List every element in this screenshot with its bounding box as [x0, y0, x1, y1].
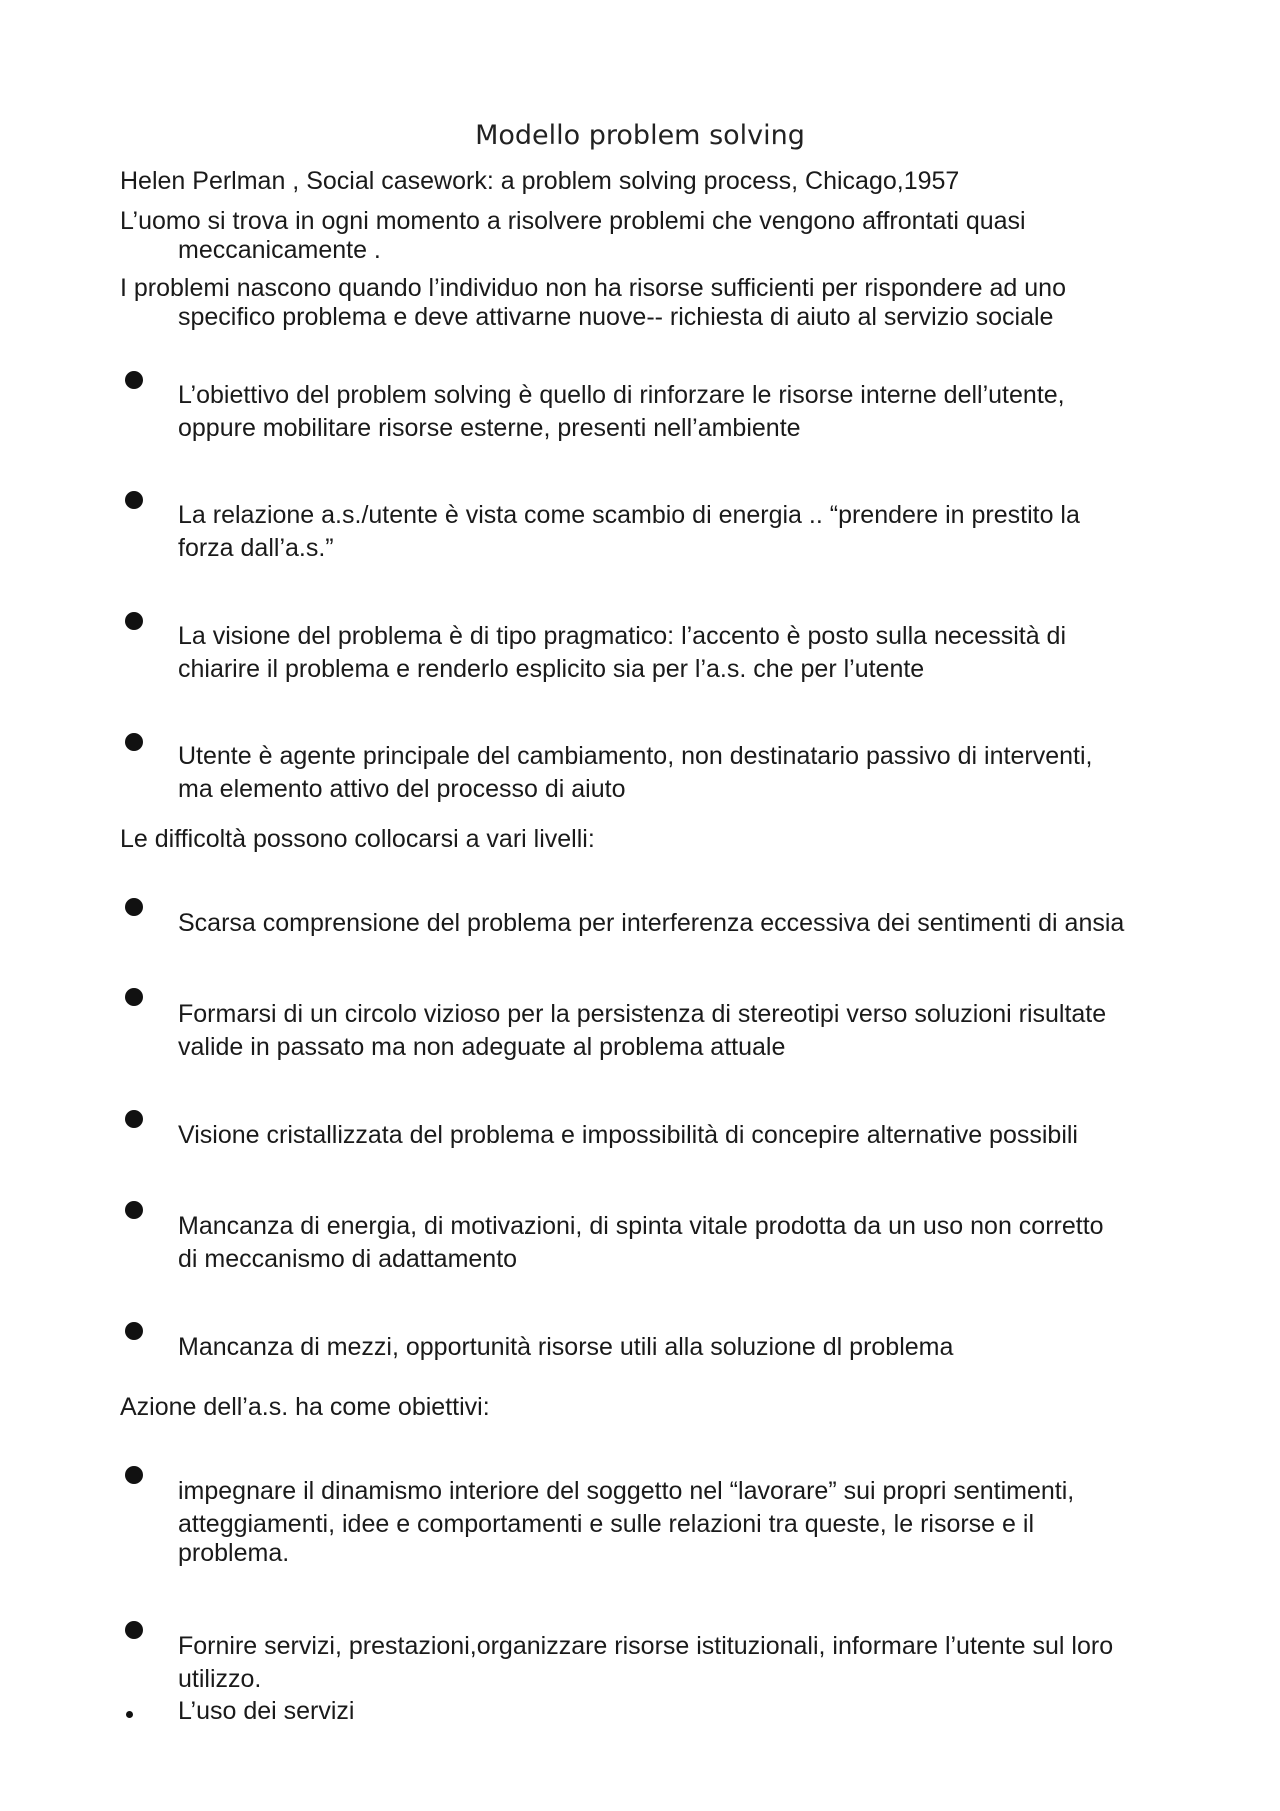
intro-paragraph-2-line2: specifico problema e deve attivarne nuove-- richiesta di aiuto al servizio sociale [178, 303, 1054, 331]
bullet-icon [125, 988, 143, 1006]
citation: Helen Perlman , Social casework: a problem solving process, Chicago,1957 [120, 167, 960, 195]
bullet-icon [125, 491, 143, 509]
principle-item-1: L’obiettivo del problem solving è quello di rinforzare le risorse interne dell’utente, oppure mobilitare risorse esterne, presenti nell’ambiente [178, 381, 1065, 442]
bullet-icon [125, 612, 143, 630]
intro-paragraph-2 [120, 274, 1180, 332]
intro-paragraph-1-line1: L’uomo si trova in ogni momento a risolvere problemi che vengono affrontati quasi [120, 207, 1026, 235]
bullet-icon [125, 1201, 143, 1219]
difficulty-item-1: Scarsa comprensione del problema per interferenza eccessiva dei sentimenti di ansia [178, 909, 1125, 937]
actions-heading: Azione dell’a.s. ha come obiettivi: [120, 1393, 490, 1421]
bullet-icon [125, 1466, 143, 1484]
bullet-icon [125, 1621, 143, 1639]
difficulties-heading: Le difficoltà possono collocarsi a vari livelli: [120, 825, 595, 853]
small-bullet-icon [126, 1711, 133, 1718]
sub-item: L’uso dei servizi [178, 1697, 355, 1725]
bullet-icon [125, 1322, 143, 1340]
intro-paragraph-1-line2: meccanicamente . [178, 236, 381, 264]
bullet-icon [125, 371, 143, 389]
difficulty-item-2: Formarsi di un circolo vizioso per la persistenza di stereotipi verso soluzioni risultate valide in passato ma non adeguate al problema attuale [178, 1000, 1107, 1061]
bullet-icon [125, 1110, 143, 1128]
bullet-icon [125, 733, 143, 751]
difficulty-item-5: Mancanza di mezzi, opportunità risorse utili alla soluzione dl problema [178, 1333, 954, 1361]
action-item-2: Fornire servizi, prestazioni,organizzare risorse istituzionali, informare l’utente sul loro utilizzo. [178, 1632, 1114, 1693]
bullet-icon [125, 898, 143, 916]
intro-paragraph-1 [120, 207, 1180, 265]
principle-item-2: La relazione a.s./utente è vista come scambio di energia .. “prendere in prestito la forza dall’a.s.” [178, 501, 1080, 562]
action-item-1: impegnare il dinamismo interiore del soggetto nel “lavorare” sui propri sentimenti, atteggiamenti, idee e comportamenti e sulle relazioni tra queste, le risorse e il problema. [178, 1477, 1075, 1567]
principle-item-3: La visione del problema è di tipo pragmatico: l’accento è posto sulla necessità di chiarire il problema e renderlo esplicito sia per l’a.s. che per l’utente [178, 622, 1067, 683]
difficulty-item-3: Visione cristallizzata del problema e impossibilità di concepire alternative possibili [178, 1121, 1078, 1149]
principle-item-4: Utente è agente principale del cambiamento, non destinatario passivo di interventi, ma elemento attivo del processo di aiuto [178, 742, 1093, 803]
difficulty-item-4: Mancanza di energia, di motivazioni, di spinta vitale prodotta da un uso non corretto di meccanismo di adattamento [178, 1212, 1104, 1273]
intro-paragraph-2-line1: I problemi nascono quando l’individuo non ha risorse sufficienti per rispondere ad uno [120, 274, 1066, 302]
page-title: Modello problem solving [475, 120, 805, 151]
